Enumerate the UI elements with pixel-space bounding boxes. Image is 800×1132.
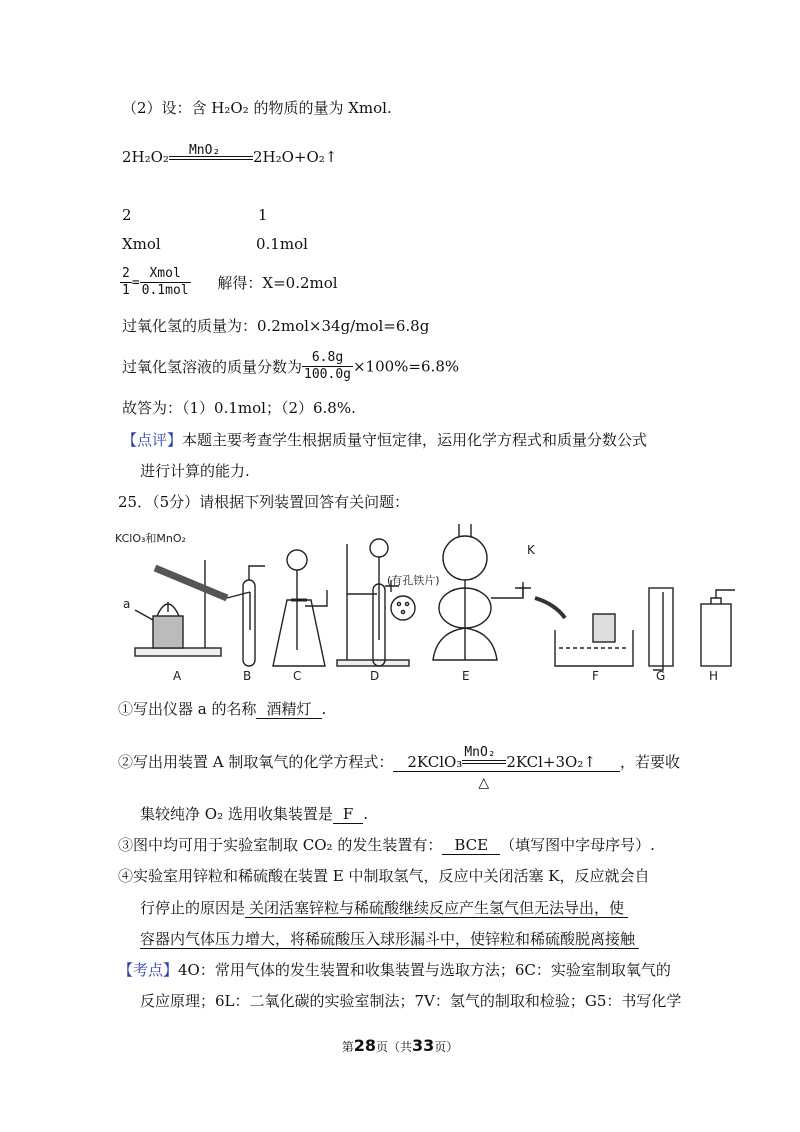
q2-prefix: ②写出用装置 A 制取氧气的化学方程式： — [118, 753, 394, 771]
footer-total: 33 — [412, 1036, 435, 1055]
apparatus-label-h: H — [709, 669, 719, 683]
fraction-prefix: 过氧化氢溶液的质量分数为 — [122, 358, 303, 376]
frac-right-num: Xmol — [140, 266, 191, 283]
frac-percent — [302, 350, 353, 383]
mass-line: 过氧化氢的质量为：0.2mol×34g/mol=6.8g — [122, 317, 430, 335]
q2-arrow — [462, 745, 506, 791]
frac-right — [140, 266, 191, 299]
q2-products: 2KCl+3O₂↑ — [506, 753, 596, 771]
proportion — [120, 266, 338, 299]
apparatus-label-b: B — [243, 669, 252, 683]
q2-reactant: 2KClO₃ — [407, 753, 463, 771]
frac-right-den: 0.1mol — [141, 283, 189, 298]
frac-left — [120, 266, 132, 299]
part2-intro: （2）设：含 H₂O₂ 的物质的量为 Xmol. — [122, 99, 392, 117]
footer-post: 页） — [434, 1040, 459, 1054]
equation-arrow — [169, 143, 253, 167]
apparatus-label-a: A — [173, 669, 182, 683]
q2b-answer: F — [333, 805, 363, 824]
kaodian-line1 — [118, 960, 671, 980]
q3-answer: BCE — [442, 836, 500, 855]
q2-condition: △ — [478, 775, 490, 791]
q2-line — [118, 745, 680, 791]
q2-suffix: ，若要收 — [619, 753, 680, 771]
footer-page: 28 — [353, 1036, 376, 1055]
comment-tag: 【点评】 — [122, 431, 183, 449]
answer-line: 故答为：（1）0.1mol；（2）6.8%. — [122, 399, 356, 417]
q1-suffix: . — [321, 700, 327, 718]
frac-left-num: 2 — [122, 266, 130, 281]
apparatus-label-c: C — [293, 669, 302, 683]
q4-line2-prefix: 行停止的原因是 — [140, 899, 246, 917]
q1-answer: 酒精灯 — [256, 700, 321, 719]
q4-line2-answer: 关闭活塞锌粒与稀硫酸继续反应产生氢气但无法导出，使 — [245, 899, 628, 918]
apparatus-label-e: E — [462, 669, 470, 683]
footer-mid: 页（共 — [375, 1040, 412, 1054]
q4-line1: ④实验室用锌粒和稀硫酸在装置 E 中制取氢气，反应中关闭活塞 K，反应就会自 — [118, 867, 650, 885]
q2b-prefix: 集较纯净 O₂ 选用收集装置是 — [140, 805, 333, 823]
q4-line2 — [140, 898, 628, 918]
proportion-equals: = — [131, 275, 140, 291]
kaodian-line2: 反应原理；6L：二氧化碳的实验室制法；7V：氢气的制取和检验；G5：书写化学 — [140, 992, 682, 1010]
q3-suffix: （填写图中字母序号）. — [500, 836, 655, 854]
q2b-line — [140, 804, 368, 824]
equation-products: 2H₂O+O₂↑ — [252, 148, 338, 166]
equation-h2o2 — [122, 143, 338, 167]
apparatus-label-d: D — [370, 669, 380, 683]
kaodian-text1: 4O：常用气体的发生装置和收集装置与选取方法；6C：实验室制取氧气的 — [178, 961, 671, 979]
ratio-row1-right: 1 — [258, 206, 268, 224]
equation-catalyst: MnO₂ — [188, 143, 221, 158]
fraction-line — [122, 350, 459, 383]
ratio-row2-left: Xmol — [122, 235, 161, 253]
page-footer — [0, 1036, 800, 1055]
label-k: K — [527, 543, 535, 557]
reagent-label: KClO₃和MnO₂ — [115, 532, 186, 545]
comment-text1: 本题主要考查学生根据质量守恒定律，运用化学方程式和质量分数公式 — [182, 431, 648, 449]
q1-prefix: ①写出仪器 a 的名称 — [118, 700, 257, 718]
q4-line3-answer: 容器内气体压力增大，将稀硫酸压入球形漏斗中，使锌粒和稀硫酸脱离接触 — [140, 930, 639, 949]
comment-line1 — [122, 430, 647, 450]
apparatus-label-g: G — [656, 669, 666, 683]
label-a: a — [123, 597, 131, 611]
fraction-suffix: ×100%=6.8% — [352, 357, 460, 376]
frac-percent-num: 6.8g — [302, 350, 353, 367]
q25-title: 25．（5分）请根据下列装置回答有关问题： — [118, 493, 410, 511]
q1-line — [118, 699, 326, 719]
footer-pre: 第 — [341, 1040, 354, 1054]
q3-line — [118, 835, 655, 855]
q3-prefix: ③图中均可用于实验室制取 CO₂ 的发生装置有： — [118, 836, 443, 854]
kaodian-tag: 【考点】 — [118, 961, 179, 979]
ratio-row1-left: 2 — [122, 206, 132, 224]
proportion-solve: 解得：X=0.2mol — [217, 274, 338, 292]
ratio-row2-right: 0.1mol — [256, 235, 308, 253]
perforated-label: (有孔铁片) — [387, 574, 440, 587]
equation-reactant: 2H₂O₂ — [122, 148, 169, 166]
frac-percent-den: 100.0g — [304, 367, 351, 382]
q2-answer — [393, 745, 620, 791]
apparatus-figure — [115, 520, 755, 685]
q4-line3 — [140, 929, 639, 949]
comment-line2: 进行计算的能力. — [140, 462, 250, 480]
q2-catalyst: MnO₂ — [464, 745, 496, 760]
frac-left-den: 1 — [122, 283, 130, 298]
apparatus-label-f: F — [592, 669, 599, 683]
q2b-suffix: . — [363, 805, 369, 823]
